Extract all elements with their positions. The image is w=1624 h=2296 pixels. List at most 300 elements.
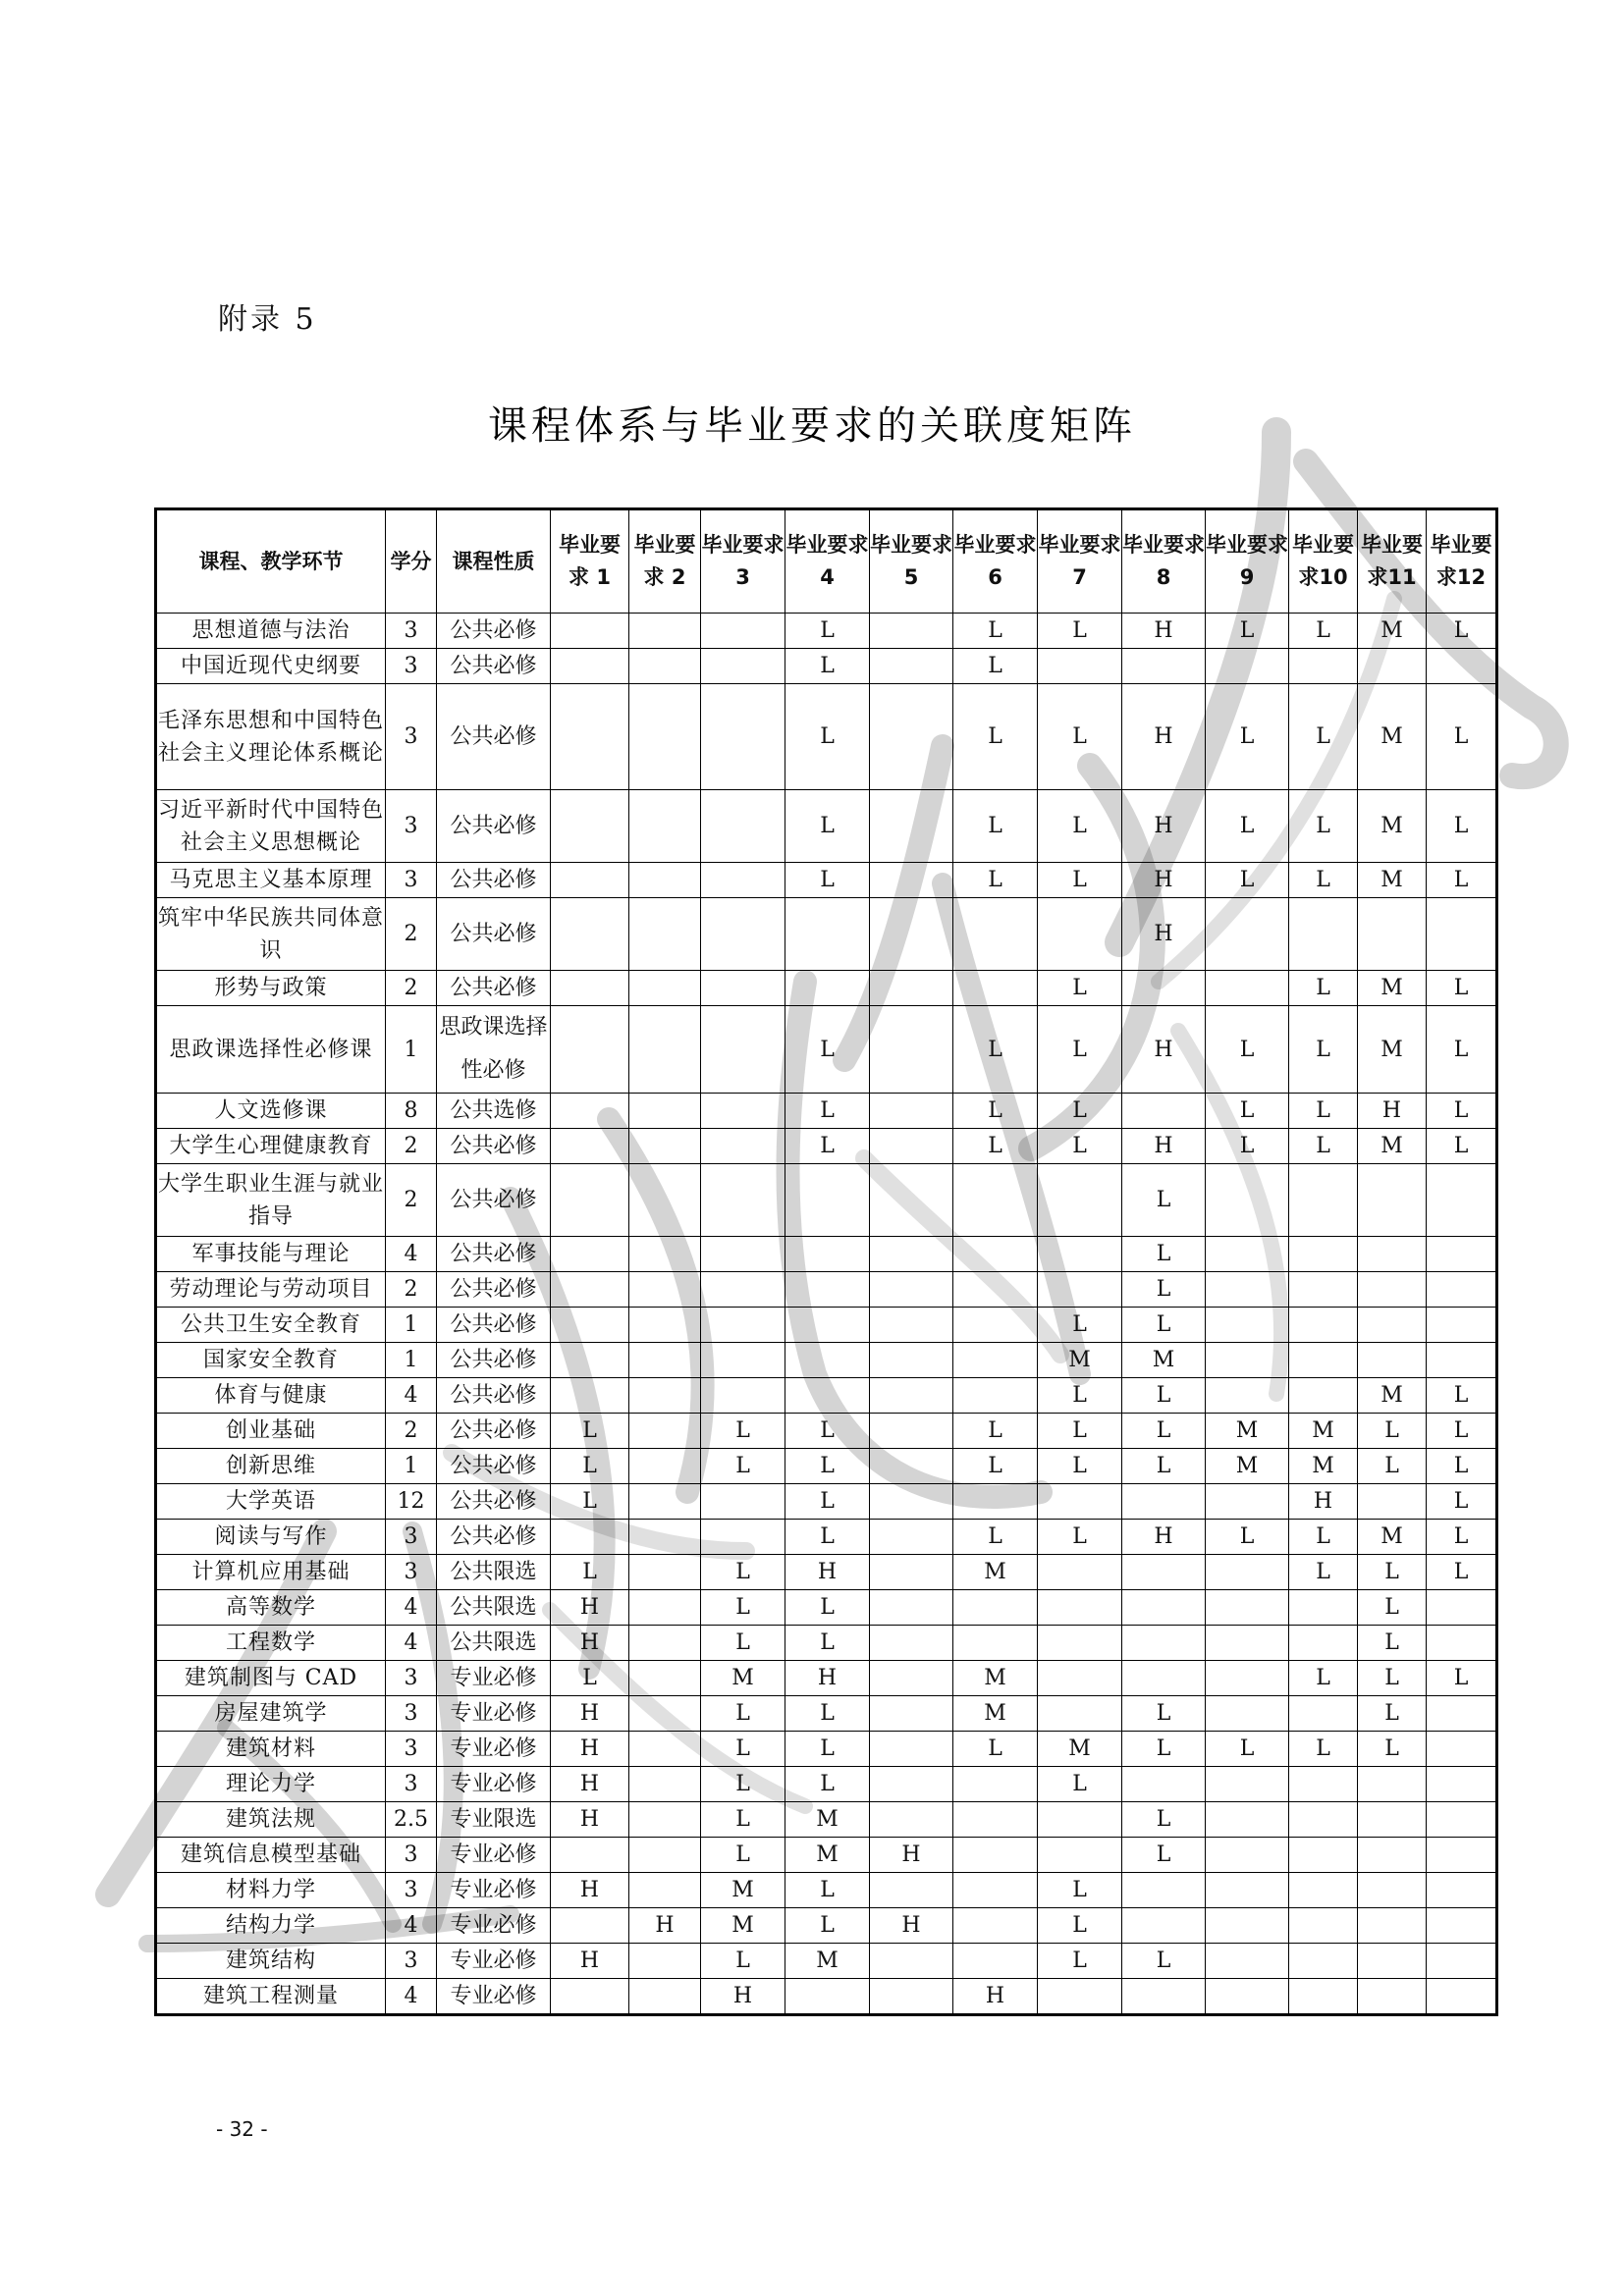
req-cell-1 — [551, 684, 629, 790]
table-row — [156, 1308, 1497, 1343]
req-cell-10 — [1289, 1272, 1358, 1308]
req-cell-2 — [629, 1767, 701, 1802]
req-cell-4: L — [785, 790, 870, 863]
course-type: 专业必修 — [437, 1767, 551, 1802]
req-cell-7: L — [1038, 684, 1122, 790]
course-type: 公共必修 — [437, 1272, 551, 1308]
req-cell-11 — [1358, 1908, 1427, 1944]
req-cell-4: L — [785, 1696, 870, 1732]
header-credit: 学分 — [386, 509, 437, 614]
course-name: 工程数学 — [156, 1626, 386, 1661]
req-cell-12 — [1427, 1237, 1497, 1272]
course-name: 体育与健康 — [156, 1378, 386, 1414]
req-cell-9: L — [1206, 1094, 1289, 1129]
req-cell-11 — [1358, 1979, 1427, 2015]
req-cell-8: H — [1122, 1520, 1206, 1555]
credit-value: 2 — [386, 1129, 437, 1164]
req-cell-5 — [870, 684, 953, 790]
table-row — [156, 863, 1497, 898]
credit-value: 4 — [386, 1626, 437, 1661]
header-course: 课程、教学环节 — [156, 509, 386, 614]
course-name: 人文选修课 — [156, 1094, 386, 1129]
req-cell-9 — [1206, 971, 1289, 1006]
req-cell-4: L — [785, 1006, 870, 1094]
req-cell-8: L — [1122, 1414, 1206, 1449]
req-cell-12 — [1427, 1873, 1497, 1908]
req-cell-10: M — [1289, 1449, 1358, 1484]
req-cell-11: L — [1358, 1449, 1427, 1484]
req-cell-10: L — [1289, 863, 1358, 898]
table-row — [156, 1802, 1497, 1838]
req-cell-1 — [551, 863, 629, 898]
req-cell-10 — [1289, 1802, 1358, 1838]
req-cell-2 — [629, 1944, 701, 1979]
req-cell-4: M — [785, 1802, 870, 1838]
req-cell-4 — [785, 1164, 870, 1237]
header-req-1: 毕业要求 1 — [551, 509, 629, 614]
req-cell-1: H — [551, 1696, 629, 1732]
header-type: 课程性质 — [437, 509, 551, 614]
header-req-6: 毕业要求 6 — [953, 509, 1038, 614]
req-cell-3 — [701, 649, 785, 684]
req-cell-11: L — [1358, 1696, 1427, 1732]
req-cell-12 — [1427, 1626, 1497, 1661]
req-cell-1: L — [551, 1661, 629, 1696]
credit-value: 3 — [386, 684, 437, 790]
req-cell-2 — [629, 1414, 701, 1449]
req-cell-7 — [1038, 649, 1122, 684]
req-cell-7: L — [1038, 614, 1122, 649]
req-cell-7: L — [1038, 1308, 1122, 1343]
req-cell-2 — [629, 1006, 701, 1094]
req-cell-8: L — [1122, 1237, 1206, 1272]
req-cell-12: L — [1427, 971, 1497, 1006]
req-cell-10: M — [1289, 1414, 1358, 1449]
req-cell-6 — [953, 1626, 1038, 1661]
table-row — [156, 1164, 1497, 1237]
credit-value: 2 — [386, 1272, 437, 1308]
table-row — [156, 1555, 1497, 1590]
req-cell-9 — [1206, 1944, 1289, 1979]
req-cell-11: M — [1358, 971, 1427, 1006]
req-cell-6: L — [953, 1129, 1038, 1164]
credit-value: 1 — [386, 1308, 437, 1343]
credit-value: 3 — [386, 1838, 437, 1873]
req-cell-7: L — [1038, 1006, 1122, 1094]
course-name: 建筑法规 — [156, 1802, 386, 1838]
req-cell-8 — [1122, 1590, 1206, 1626]
credit-value: 8 — [386, 1094, 437, 1129]
req-cell-1 — [551, 971, 629, 1006]
req-cell-12: L — [1427, 1129, 1497, 1164]
req-cell-1 — [551, 1237, 629, 1272]
req-cell-4: L — [785, 1094, 870, 1129]
req-cell-7 — [1038, 1661, 1122, 1696]
req-cell-6 — [953, 1237, 1038, 1272]
course-name: 计算机应用基础 — [156, 1555, 386, 1590]
req-cell-3 — [701, 1484, 785, 1520]
req-cell-9 — [1206, 1272, 1289, 1308]
course-type: 公共必修 — [437, 1164, 551, 1237]
table-row — [156, 1414, 1497, 1449]
req-cell-11 — [1358, 649, 1427, 684]
course-type: 专业必修 — [437, 1732, 551, 1767]
req-cell-2 — [629, 1094, 701, 1129]
req-cell-12: L — [1427, 1006, 1497, 1094]
req-cell-6: M — [953, 1661, 1038, 1696]
req-cell-5 — [870, 1555, 953, 1590]
req-cell-12 — [1427, 1272, 1497, 1308]
req-cell-12: L — [1427, 1520, 1497, 1555]
req-cell-3 — [701, 1343, 785, 1378]
course-name: 建筑信息模型基础 — [156, 1838, 386, 1873]
req-cell-8: L — [1122, 1308, 1206, 1343]
req-cell-9 — [1206, 1164, 1289, 1237]
req-cell-10: L — [1289, 684, 1358, 790]
table-row — [156, 1484, 1497, 1520]
req-cell-7: L — [1038, 1944, 1122, 1979]
credit-value: 3 — [386, 1555, 437, 1590]
req-cell-2 — [629, 684, 701, 790]
course-type: 专业必修 — [437, 1838, 551, 1873]
req-cell-4: L — [785, 684, 870, 790]
req-cell-10 — [1289, 1590, 1358, 1626]
req-cell-6: L — [953, 1006, 1038, 1094]
req-cell-6: L — [953, 790, 1038, 863]
req-cell-6 — [953, 1308, 1038, 1343]
table-row — [156, 1944, 1497, 1979]
req-cell-8: H — [1122, 898, 1206, 971]
req-cell-1 — [551, 1343, 629, 1378]
req-cell-5 — [870, 1802, 953, 1838]
req-cell-1: H — [551, 1767, 629, 1802]
req-cell-8 — [1122, 1767, 1206, 1802]
req-cell-5 — [870, 1006, 953, 1094]
req-cell-11 — [1358, 1767, 1427, 1802]
req-cell-11: M — [1358, 1129, 1427, 1164]
req-cell-7: L — [1038, 1129, 1122, 1164]
req-cell-3 — [701, 614, 785, 649]
req-cell-6: L — [953, 614, 1038, 649]
req-cell-3: L — [701, 1555, 785, 1590]
req-cell-6: L — [953, 1449, 1038, 1484]
course-name: 中国近现代史纲要 — [156, 649, 386, 684]
req-cell-9: L — [1206, 1520, 1289, 1555]
req-cell-1 — [551, 790, 629, 863]
credit-value: 4 — [386, 1378, 437, 1414]
req-cell-6 — [953, 1378, 1038, 1414]
req-cell-5 — [870, 1696, 953, 1732]
req-cell-4: L — [785, 1129, 870, 1164]
course-name: 国家安全教育 — [156, 1343, 386, 1378]
course-type: 公共必修 — [437, 1343, 551, 1378]
course-name: 形势与政策 — [156, 971, 386, 1006]
req-cell-5 — [870, 1164, 953, 1237]
req-cell-12: L — [1427, 1094, 1497, 1129]
req-cell-3 — [701, 1272, 785, 1308]
credit-value: 3 — [386, 1873, 437, 1908]
req-cell-1 — [551, 614, 629, 649]
credit-value: 12 — [386, 1484, 437, 1520]
req-cell-1 — [551, 1979, 629, 2015]
req-cell-11: L — [1358, 1732, 1427, 1767]
credit-value: 4 — [386, 1979, 437, 2015]
req-cell-12: L — [1427, 790, 1497, 863]
req-cell-10 — [1289, 898, 1358, 971]
course-name: 创新思维 — [156, 1449, 386, 1484]
req-cell-1: L — [551, 1555, 629, 1590]
req-cell-9 — [1206, 1484, 1289, 1520]
table-row — [156, 1696, 1497, 1732]
req-cell-7 — [1038, 1838, 1122, 1873]
table-row — [156, 1873, 1497, 1908]
header-row — [156, 509, 1497, 614]
page-title: 课程体系与毕业要求的关联度矩阵 — [488, 403, 1136, 449]
req-cell-11: M — [1358, 790, 1427, 863]
req-cell-4 — [785, 1378, 870, 1414]
req-cell-4: L — [785, 1520, 870, 1555]
req-cell-10 — [1289, 1838, 1358, 1873]
req-cell-11: L — [1358, 1590, 1427, 1626]
req-cell-11: L — [1358, 1555, 1427, 1590]
course-type: 公共必修 — [437, 1484, 551, 1520]
req-cell-4: H — [785, 1555, 870, 1590]
req-cell-11: M — [1358, 1006, 1427, 1094]
req-cell-1 — [551, 1129, 629, 1164]
req-cell-6 — [953, 1164, 1038, 1237]
req-cell-6: L — [953, 649, 1038, 684]
course-name: 建筑材料 — [156, 1732, 386, 1767]
req-cell-3 — [701, 1308, 785, 1343]
header-req-8: 毕业要求 8 — [1122, 509, 1206, 614]
req-cell-12 — [1427, 1838, 1497, 1873]
table-row — [156, 1094, 1497, 1129]
course-type: 公共必修 — [437, 1449, 551, 1484]
req-cell-11 — [1358, 1343, 1427, 1378]
course-type: 公共必修 — [437, 863, 551, 898]
req-cell-7 — [1038, 1272, 1122, 1308]
req-cell-10: L — [1289, 1661, 1358, 1696]
req-cell-11: M — [1358, 863, 1427, 898]
req-cell-5 — [870, 1979, 953, 2015]
req-cell-8: L — [1122, 1802, 1206, 1838]
req-cell-8 — [1122, 649, 1206, 684]
course-type: 公共必修 — [437, 790, 551, 863]
course-type: 公共必修 — [437, 649, 551, 684]
req-cell-10: L — [1289, 1006, 1358, 1094]
req-cell-12 — [1427, 1308, 1497, 1343]
req-cell-7: L — [1038, 1094, 1122, 1129]
req-cell-6: L — [953, 684, 1038, 790]
req-cell-5 — [870, 1873, 953, 1908]
req-cell-12 — [1427, 1908, 1497, 1944]
req-cell-9 — [1206, 1661, 1289, 1696]
req-cell-5 — [870, 1484, 953, 1520]
req-cell-1: L — [551, 1414, 629, 1449]
header-req-9: 毕业要求 9 — [1206, 509, 1289, 614]
course-type: 公共限选 — [437, 1555, 551, 1590]
req-cell-6 — [953, 898, 1038, 971]
req-cell-6 — [953, 1944, 1038, 1979]
req-cell-7: L — [1038, 790, 1122, 863]
course-type: 公共必修 — [437, 971, 551, 1006]
req-cell-2 — [629, 1590, 701, 1626]
req-cell-7: M — [1038, 1343, 1122, 1378]
req-cell-3 — [701, 790, 785, 863]
req-cell-10 — [1289, 1308, 1358, 1343]
req-cell-11: M — [1358, 1378, 1427, 1414]
course-name: 建筑制图与 CAD — [156, 1661, 386, 1696]
req-cell-8: L — [1122, 1164, 1206, 1237]
req-cell-7 — [1038, 1696, 1122, 1732]
req-cell-7 — [1038, 1626, 1122, 1661]
req-cell-11 — [1358, 1237, 1427, 1272]
req-cell-4 — [785, 1979, 870, 2015]
req-cell-9 — [1206, 1979, 1289, 2015]
req-cell-1: H — [551, 1626, 629, 1661]
req-cell-11 — [1358, 898, 1427, 971]
table-row — [156, 1449, 1497, 1484]
table-row — [156, 1343, 1497, 1378]
table-row — [156, 1979, 1497, 2015]
req-cell-3: L — [701, 1838, 785, 1873]
page-number: - 32 - — [216, 2117, 268, 2141]
credit-value: 3 — [386, 614, 437, 649]
req-cell-10 — [1289, 1767, 1358, 1802]
table-row — [156, 1732, 1497, 1767]
req-cell-8: L — [1122, 1838, 1206, 1873]
req-cell-5: H — [870, 1908, 953, 1944]
req-cell-7 — [1038, 1164, 1122, 1237]
table-row — [156, 614, 1497, 649]
req-cell-2 — [629, 1520, 701, 1555]
req-cell-8 — [1122, 1626, 1206, 1661]
req-cell-4: L — [785, 863, 870, 898]
req-cell-10 — [1289, 1979, 1358, 2015]
req-cell-4: L — [785, 1626, 870, 1661]
appendix-label: 附录 5 — [218, 302, 317, 337]
table-row — [156, 1838, 1497, 1873]
course-name: 毛泽东思想和中国特色社会主义理论体系概论 — [156, 684, 386, 790]
credit-value: 2 — [386, 1414, 437, 1449]
header-req-10: 毕业要求10 — [1289, 509, 1358, 614]
req-cell-1: H — [551, 1590, 629, 1626]
req-cell-5 — [870, 1378, 953, 1414]
req-cell-5 — [870, 1732, 953, 1767]
req-cell-1 — [551, 1164, 629, 1237]
course-name: 劳动理论与劳动项目 — [156, 1272, 386, 1308]
table-row — [156, 790, 1497, 863]
credit-value: 1 — [386, 1343, 437, 1378]
req-cell-4: L — [785, 1590, 870, 1626]
req-cell-12: L — [1427, 1555, 1497, 1590]
course-type: 专业必修 — [437, 1873, 551, 1908]
course-name: 结构力学 — [156, 1908, 386, 1944]
req-cell-11 — [1358, 1484, 1427, 1520]
req-cell-7: L — [1038, 1378, 1122, 1414]
req-cell-11: M — [1358, 684, 1427, 790]
req-cell-11 — [1358, 1944, 1427, 1979]
req-cell-6 — [953, 1272, 1038, 1308]
course-name: 大学生心理健康教育 — [156, 1129, 386, 1164]
req-cell-12: L — [1427, 1449, 1497, 1484]
req-cell-5 — [870, 1414, 953, 1449]
req-cell-12: L — [1427, 614, 1497, 649]
req-cell-1 — [551, 649, 629, 684]
table-row — [156, 1378, 1497, 1414]
req-cell-10 — [1289, 1343, 1358, 1378]
matrix-body — [156, 614, 1497, 2015]
req-cell-12 — [1427, 1343, 1497, 1378]
req-cell-10 — [1289, 1696, 1358, 1732]
course-type: 专业限选 — [437, 1802, 551, 1838]
req-cell-2 — [629, 1343, 701, 1378]
course-name: 高等数学 — [156, 1590, 386, 1626]
req-cell-4: L — [785, 1732, 870, 1767]
req-cell-4 — [785, 898, 870, 971]
req-cell-4: L — [785, 1414, 870, 1449]
credit-value: 3 — [386, 1767, 437, 1802]
req-cell-5: H — [870, 1838, 953, 1873]
req-cell-8: H — [1122, 1129, 1206, 1164]
req-cell-9 — [1206, 1802, 1289, 1838]
req-cell-8 — [1122, 1908, 1206, 1944]
header-req-7: 毕业要求 7 — [1038, 509, 1122, 614]
req-cell-3: L — [701, 1802, 785, 1838]
req-cell-8: L — [1122, 1696, 1206, 1732]
req-cell-11 — [1358, 1802, 1427, 1838]
req-cell-10 — [1289, 1237, 1358, 1272]
req-cell-1 — [551, 1272, 629, 1308]
credit-value: 4 — [386, 1908, 437, 1944]
req-cell-2 — [629, 790, 701, 863]
table-row — [156, 1129, 1497, 1164]
req-cell-2 — [629, 1873, 701, 1908]
correlation-matrix-table — [154, 507, 1498, 2016]
req-cell-9 — [1206, 649, 1289, 684]
req-cell-8: H — [1122, 863, 1206, 898]
req-cell-6 — [953, 1484, 1038, 1520]
req-cell-8: L — [1122, 1272, 1206, 1308]
course-name: 习近平新时代中国特色社会主义思想概论 — [156, 790, 386, 863]
req-cell-12: L — [1427, 1378, 1497, 1414]
req-cell-8: L — [1122, 1732, 1206, 1767]
req-cell-2 — [629, 1696, 701, 1732]
req-cell-5 — [870, 614, 953, 649]
req-cell-2 — [629, 971, 701, 1006]
course-name: 大学英语 — [156, 1484, 386, 1520]
course-name: 思想道德与法治 — [156, 614, 386, 649]
req-cell-9 — [1206, 1838, 1289, 1873]
req-cell-1 — [551, 1378, 629, 1414]
course-name: 创业基础 — [156, 1414, 386, 1449]
req-cell-10 — [1289, 1944, 1358, 1979]
req-cell-4: M — [785, 1838, 870, 1873]
table-row — [156, 971, 1497, 1006]
req-cell-3 — [701, 1520, 785, 1555]
credit-value: 4 — [386, 1237, 437, 1272]
req-cell-9: L — [1206, 790, 1289, 863]
req-cell-6: L — [953, 1094, 1038, 1129]
req-cell-11: L — [1358, 1626, 1427, 1661]
req-cell-3: L — [701, 1449, 785, 1484]
course-name: 军事技能与理论 — [156, 1237, 386, 1272]
course-type: 公共必修 — [437, 684, 551, 790]
req-cell-7 — [1038, 898, 1122, 971]
req-cell-10: L — [1289, 1129, 1358, 1164]
req-cell-10: L — [1289, 1555, 1358, 1590]
req-cell-9 — [1206, 1767, 1289, 1802]
